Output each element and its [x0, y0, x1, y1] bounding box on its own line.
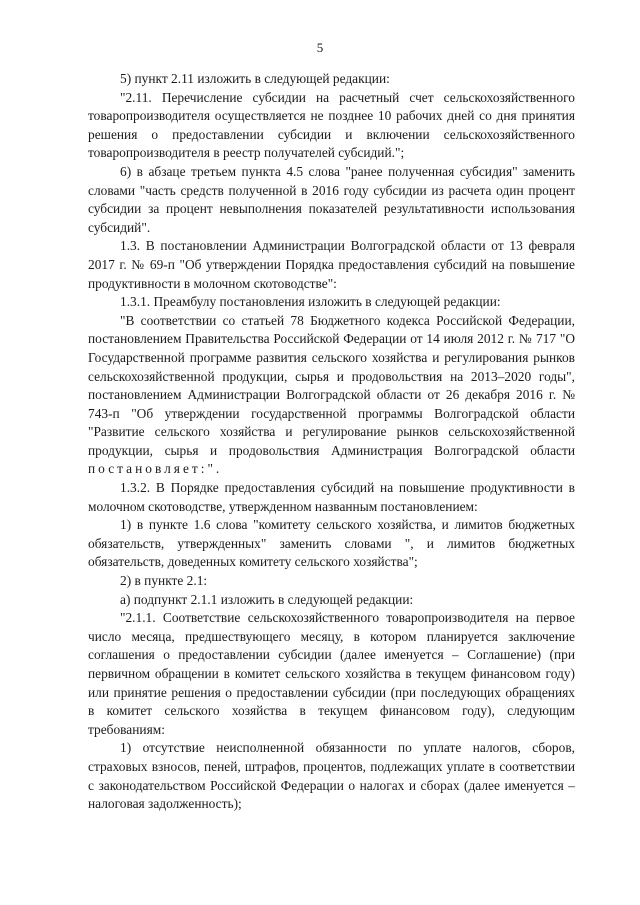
paragraph-item-2-1: 2) в пункте 2.1:: [120, 573, 208, 589]
paragraph-2-11-text: "2.11. Перечисление субсидии на расчетный счет сельскохозяйственного товаропроизводителя осуществляется не позднее 10 рабочих дней со дня принятия решения о предоставлении субсидии и включении сельскохозяйственного товаропроизводителя в реестр получателей субсидий.";: [88, 89, 575, 161]
preamble-tail: постановляет:".: [88, 461, 223, 477]
paragraph-subitem-2-1-1: а) подпункт 2.1.1 изложить в следующей редакции:: [120, 591, 414, 607]
paragraph-1-3: 1.3. В постановлении Администрации Волгоградской области от 13 февраля 2017 г. № 69-п "Об утверждении Порядка предоставления субсидий на повышение продуктивности в молочном скотоводстве":: [88, 238, 575, 291]
paragraph-requirement-1: 1) отсутствие неисполненной обязанности по уплате налогов, сборов, страховых взносов, пеней, штрафов, процентов, подлежащих уплате в соответствии с законодательством Российской Федерации о налогах и сборах (далее именуется – налоговая задолженность);: [88, 740, 575, 812]
paragraph-1-3-2: 1.3.2. В Порядке предоставления субсидий на повышение продуктивности в молочном скотоводстве, утвержденном названным постановлением:: [88, 480, 575, 514]
paragraph-preamble: [88, 312, 575, 479]
preamble-text: "В соответствии со статьей 78 Бюджетного кодекса Российской Федерации, постановлением Правительства Российской Федерации от 14 июля 2012 г. № 717 "О Государственной программе развития сельского хозяйства и регулирования рынков сельскохозяйственной продукции, сырья и продовольствия на 2013–2020 годы", постановлением Администрации Волгоградской области от 26 декабря 2016 г. № 743-п "Об утверждении государственной программы Волгоградской области "Развитие сельского хозяйства и регулирование рынков сельскохозяйственной продукции, сырья и продовольствия Администрация Волгоградской области: [88, 312, 575, 458]
paragraph-amend-2-11: 5) пункт 2.11 изложить в следующей редакции:: [120, 71, 390, 86]
paragraph-amend-4-5: 6) в абзаце третьем пункта 4.5 слова "ранее полученная субсидия" заменить словами "часть средств полученной в 2016 году субсидии из расчета один процент субсидии за процент невыполнения показателей результативности использования субсидий".: [88, 163, 575, 235]
document-body: [88, 70, 575, 814]
paragraph-1-3-1: 1.3.1. Преамбулу постановления изложить в следующей редакции:: [120, 294, 501, 310]
paragraph-item-1-6: 1) в пункте 1.6 слова "комитету сельского хозяйства, и лимитов бюджетных обязательств, утвержденных" заменить словами ", и лимитов бюджетных обязательств, доведенных комитету сельского хозяйства";: [88, 517, 575, 570]
paragraph-2-1-1-text: "2.1.1. Соответствие сельскохозяйственного товаропроизводителя на первое число месяца, предшествующего месяцу, в котором планируется заключение соглашения о предоставлении субсидии (далее именуется – Соглашение) (при первичном обращении в комитет сельского хозяйства в текущем финансовом году) или принятие решения о предоставлении субсидии (при последующих обращениях в комитет сельского хозяйства в текущем финансовом году), следующим требованиям:: [88, 610, 575, 737]
page-number: 5: [316, 40, 324, 55]
